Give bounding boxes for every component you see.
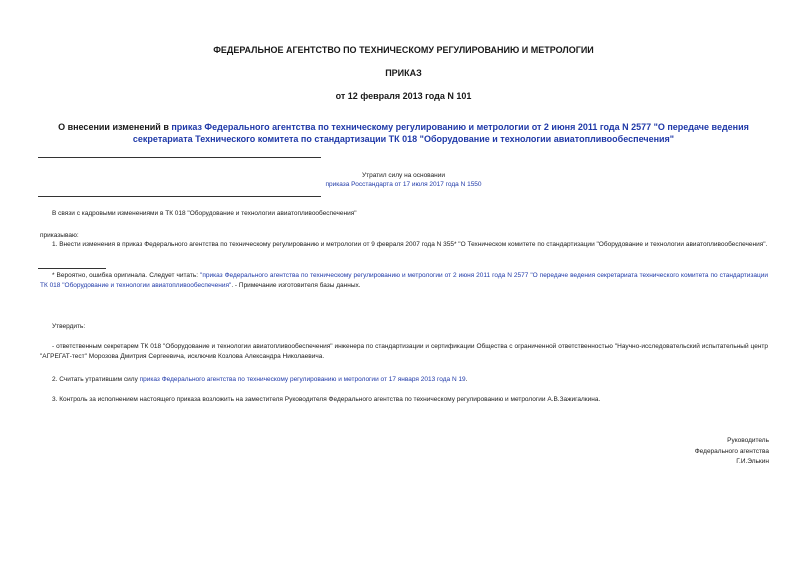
signature-title: Руководитель — [727, 437, 769, 444]
document-type: ПРИКАЗ — [385, 68, 422, 78]
item-2-paragraph — [40, 375, 768, 385]
item-2-prefix: 2. Считать утратившим силу — [52, 376, 140, 383]
item-3-paragraph: 3. Контроль за исполнением настоящего приказа возложить на заместителя Руководителя Федерального агентства по техническому регулированию и метрологии А.В.Зажигалкина. — [52, 396, 601, 403]
document-date-number: от 12 февраля 2013 года N 101 — [335, 91, 472, 101]
item-2-link[interactable]: приказ Федерального агентства по техническому регулированию и метрологии от 17 января 2013 года N 19 — [139, 376, 466, 383]
signature-block — [695, 436, 769, 468]
footnote-suffix: . - Примечание изготовителя базы данных. — [231, 282, 361, 289]
signature-name: Г.И.Элькин — [736, 458, 769, 465]
footnote-prefix: * Вероятно, ошибка оригинала. Следует читать: — [52, 272, 201, 279]
item-2-suffix: . — [465, 376, 468, 383]
title-link-amended-order-cont[interactable]: секретариата Технического комитета по стандартизации ТК 018 "Оборудование и технологии авиатопливообеспечения" — [132, 134, 675, 144]
status-note: Утратил силу на основании — [361, 172, 446, 179]
item-1-paragraph: 1. Внести изменения в приказ Федерального агентства по техническому регулированию и метрологии от 9 февраля 2007 года N 355* "О Техническом комитете по стандартизации "Оборудование и технологии авиатопливообеспечения". — [52, 241, 768, 248]
order-word: приказываю: — [40, 232, 79, 239]
approve-paragraph: - ответственным секретарем ТК 018 "Оборудование и технологии авиатопливообеспечения" инженера по стандартизации и сертификации Общества с ограниченной ответственностью "Научно-исследовательский испытательный центр "АГРЕГАТ-тест" Морозова Дмитрия Сергеевича, исключив Козлова Александра Николаевича. — [40, 343, 768, 360]
title-link-amended-order[interactable]: приказ Федерального агентства по техническому регулированию и метрологии от 2 июня 2011 года N 2577 "О передаче ведения — [171, 122, 749, 132]
divider-top — [38, 157, 321, 158]
divider-status — [38, 196, 321, 197]
intro-paragraph: В связи с кадровыми изменениями в ТК 018 "Оборудование и технологии авиатопливообеспечения" — [52, 210, 357, 217]
agency-name: ФЕДЕРАЛЬНОЕ АГЕНТСТВО ПО ТЕХНИЧЕСКОМУ РЕГУЛИРОВАНИЮ И МЕТРОЛОГИИ — [213, 45, 594, 55]
footnote-link[interactable]: "приказ Федерального агентства по техническому регулированию и метрологии от 2 июня 2011 года N 2577 "О передаче ведения секретариата технического комитета по стандартизации ТК 018 "Оборудование и технологии авиатопливообеспечения" — [40, 272, 768, 289]
approve-heading: Утвердить: — [52, 323, 86, 330]
document-title — [0, 121, 807, 145]
footnote-paragraph — [40, 271, 768, 291]
title-prefix: О внесении изменений в — [58, 122, 172, 132]
signature-agency: Федерального агентства — [694, 447, 769, 455]
footnote-divider — [38, 268, 106, 269]
status-repeal-link[interactable]: приказа Росстандарта от 17 июля 2017 года N 1550 — [325, 181, 482, 188]
